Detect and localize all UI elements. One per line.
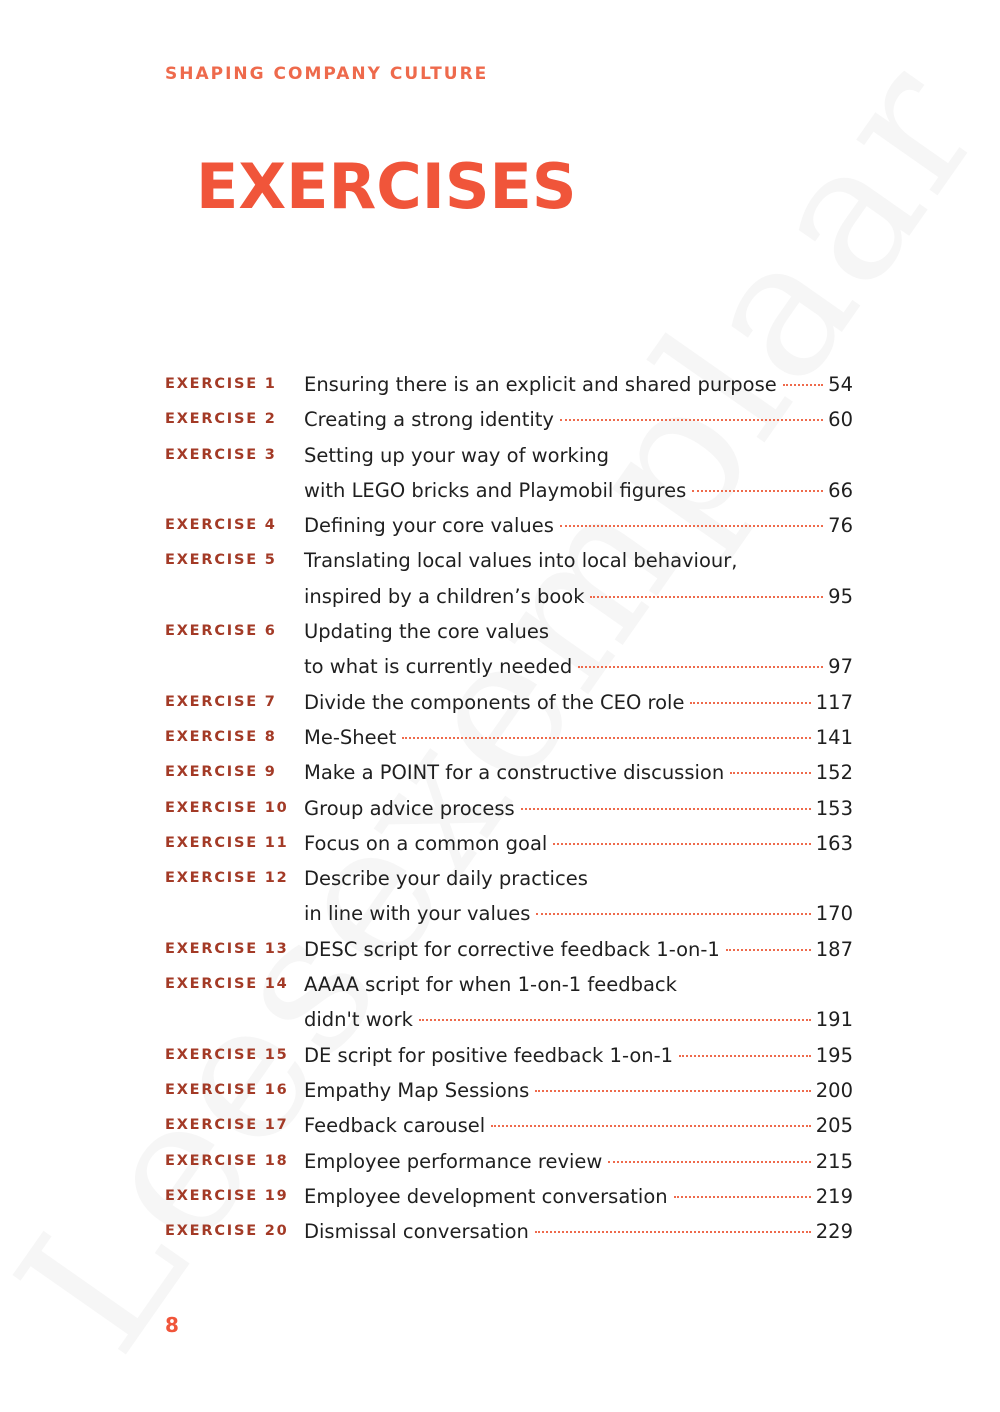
toc-title-text: Describe your daily practices (304, 867, 588, 891)
toc-entry (165, 1073, 853, 1108)
toc-entry (165, 826, 853, 861)
toc-entry (165, 402, 853, 437)
toc-entry-body (304, 1073, 853, 1108)
toc-page-number: 163 (815, 831, 853, 855)
toc-title-line (304, 1038, 853, 1073)
toc-page-number: 219 (815, 1184, 853, 1208)
toc-title-text: Creating a strong identity (304, 408, 554, 432)
dot-leader (608, 1161, 810, 1163)
dot-leader (590, 596, 823, 598)
toc-title-line (304, 543, 853, 578)
toc-page-number: 76 (828, 514, 853, 538)
toc-page-number: 205 (815, 1114, 853, 1138)
toc-entry-body (304, 685, 853, 720)
toc-title-line (304, 508, 853, 543)
dot-leader (535, 1231, 811, 1233)
toc-exercise-label: EXERCISE 8 (165, 728, 277, 745)
toc-title-line (304, 1214, 853, 1249)
dot-leader (419, 1019, 811, 1021)
toc-exercise-label: EXERCISE 14 (165, 976, 289, 993)
toc-title-text: Focus on a common goal (304, 831, 548, 855)
dot-leader (521, 808, 811, 810)
toc-title-line (304, 1144, 853, 1179)
toc-entry-body (304, 861, 853, 932)
toc-exercise-label: EXERCISE 2 (165, 411, 277, 428)
toc-title-text: AAAA script for when 1-on-1 feedback (304, 973, 677, 997)
toc-exercise-label: EXERCISE 11 (165, 834, 289, 851)
toc-page-number: 66 (828, 478, 853, 502)
toc-entry-body (304, 402, 853, 437)
toc-title-line (304, 826, 853, 861)
toc-entry (165, 543, 853, 614)
toc-exercise-label: EXERCISE 3 (165, 446, 277, 463)
page-title: EXERCISES (196, 150, 577, 223)
running-head: SHAPING COMPANY CULTURE (165, 64, 489, 84)
toc-entry-body (304, 967, 853, 1038)
toc-entry (165, 1038, 853, 1073)
toc-exercise-label: EXERCISE 10 (165, 799, 289, 816)
toc-page-number: 117 (815, 690, 853, 714)
toc-entry-body (304, 508, 853, 543)
toc-page-number: 141 (815, 725, 853, 749)
toc-title-text: DE script for positive feedback 1-on-1 (304, 1043, 674, 1067)
toc-entry-body (304, 720, 853, 755)
toc-page-number: 200 (815, 1078, 853, 1102)
toc-title-line (304, 1179, 853, 1214)
toc-title-line (304, 967, 853, 1002)
dot-leader (679, 1055, 811, 1057)
dot-leader (783, 384, 823, 386)
toc-page-number: 215 (815, 1149, 853, 1173)
toc-entry (165, 614, 853, 685)
toc-entry-body (304, 614, 853, 685)
toc-entry (165, 932, 853, 967)
toc-entry (165, 685, 853, 720)
toc-title-line (304, 755, 853, 790)
toc-entry-body (304, 791, 853, 826)
toc-entry-body (304, 1038, 853, 1073)
toc-title-line (304, 861, 853, 896)
toc-entry (165, 861, 853, 932)
dot-leader (730, 772, 811, 774)
toc-title-line (304, 438, 853, 473)
toc-exercise-label: EXERCISE 4 (165, 517, 277, 534)
toc-title-line (304, 1108, 853, 1143)
toc-title-line (304, 402, 853, 437)
toc-entry-body (304, 1214, 853, 1249)
dot-leader (402, 737, 811, 739)
toc-entry (165, 967, 853, 1038)
toc-exercise-label: EXERCISE 6 (165, 623, 277, 640)
toc-exercise-label: EXERCISE 18 (165, 1152, 289, 1169)
toc-title-line (304, 473, 853, 508)
toc-entry (165, 755, 853, 790)
toc-page-number: 229 (815, 1220, 853, 1244)
toc-entry (165, 1179, 853, 1214)
toc-entry-body (304, 755, 853, 790)
toc-entry-body (304, 1179, 853, 1214)
toc-exercise-label: EXERCISE 9 (165, 764, 277, 781)
toc-entry (165, 508, 853, 543)
toc-entry-body (304, 932, 853, 967)
toc-title-line (304, 367, 853, 402)
dot-leader (692, 490, 823, 492)
toc-title-text: Employee performance review (304, 1149, 603, 1173)
toc-entry-body (304, 1144, 853, 1179)
toc-exercise-label: EXERCISE 17 (165, 1117, 289, 1134)
toc-title-line (304, 896, 853, 931)
toc-entry (165, 1214, 853, 1249)
dot-leader (553, 843, 810, 845)
dot-leader (560, 525, 823, 527)
toc-page-number: 187 (815, 937, 853, 961)
toc-entry (165, 1108, 853, 1143)
toc-exercise-label: EXERCISE 1 (165, 376, 277, 392)
toc-exercise-label: EXERCISE 16 (165, 1081, 289, 1098)
toc-exercise-label: EXERCISE 15 (165, 1046, 289, 1063)
toc-page-number: 54 (828, 373, 853, 396)
toc-title-text: Ensuring there is an explicit and shared purpose (304, 373, 777, 396)
toc-entry (165, 791, 853, 826)
toc-exercise-label: EXERCISE 19 (165, 1187, 289, 1204)
toc-page-number: 95 (828, 584, 853, 608)
toc-entry (165, 720, 853, 755)
toc-title-text: with LEGO bricks and Playmobil figures (304, 478, 687, 502)
toc-title-text: didn't work (304, 1008, 413, 1032)
toc-page-number: 170 (815, 902, 853, 926)
table-of-contents (165, 367, 853, 1249)
toc-page-number: 153 (815, 796, 853, 820)
toc-title-text: Group advice process (304, 796, 515, 820)
toc-page-number: 97 (828, 655, 853, 679)
toc-entry-body (304, 826, 853, 861)
toc-title-text: to what is currently needed (304, 655, 573, 679)
toc-exercise-label: EXERCISE 5 (165, 552, 277, 569)
toc-title-line (304, 932, 853, 967)
toc-entry (165, 1144, 853, 1179)
dot-leader (578, 666, 823, 668)
toc-exercise-label: EXERCISE 7 (165, 693, 277, 710)
toc-entry-body (304, 438, 853, 509)
toc-title-text: Employee development conversation (304, 1184, 668, 1208)
toc-entry-body (304, 367, 853, 402)
toc-title-line (304, 1002, 853, 1037)
dot-leader (674, 1196, 811, 1198)
toc-title-text: Translating local values into local behaviour, (304, 549, 738, 573)
toc-page-number: 195 (815, 1043, 853, 1067)
toc-entry-body (304, 1108, 853, 1143)
toc-title-text: Defining your core values (304, 514, 554, 538)
dot-leader (491, 1125, 811, 1127)
dot-leader (535, 1090, 810, 1092)
dot-leader (690, 702, 810, 704)
toc-page-number: 60 (828, 408, 853, 432)
toc-entry-body (304, 543, 853, 614)
toc-title-text: Me-Sheet (304, 725, 397, 749)
page-number: 8 (165, 1313, 179, 1337)
toc-title-line (304, 720, 853, 755)
toc-entry (165, 438, 853, 509)
toc-title-text: in line with your values (304, 902, 531, 926)
toc-title-text: inspired by a children’s book (304, 584, 585, 608)
toc-page-number: 191 (815, 1008, 853, 1032)
toc-title-text: Empathy Map Sessions (304, 1078, 530, 1102)
toc-title-line (304, 579, 853, 614)
toc-title-text: Make a POINT for a constructive discussion (304, 761, 725, 785)
toc-title-text: Setting up your way of working (304, 443, 609, 467)
dot-leader (560, 419, 823, 421)
toc-title-text: Feedback carousel (304, 1114, 486, 1138)
toc-exercise-label: EXERCISE 20 (165, 1223, 289, 1240)
toc-page-number: 152 (815, 761, 853, 785)
toc-entry (165, 367, 853, 402)
toc-title-line (304, 614, 853, 649)
toc-exercise-label: EXERCISE 13 (165, 940, 289, 957)
toc-title-line (304, 685, 853, 720)
toc-title-line (304, 1073, 853, 1108)
toc-title-line (304, 791, 853, 826)
dot-leader (726, 949, 811, 951)
toc-title-text: Dismissal conversation (304, 1220, 529, 1244)
toc-title-text: Divide the components of the CEO role (304, 690, 685, 714)
toc-title-line (304, 649, 853, 684)
dot-leader (536, 913, 810, 915)
toc-title-text: DESC script for corrective feedback 1-on-1 (304, 937, 720, 961)
toc-title-text: Updating the core values (304, 620, 550, 644)
toc-exercise-label: EXERCISE 12 (165, 870, 289, 887)
